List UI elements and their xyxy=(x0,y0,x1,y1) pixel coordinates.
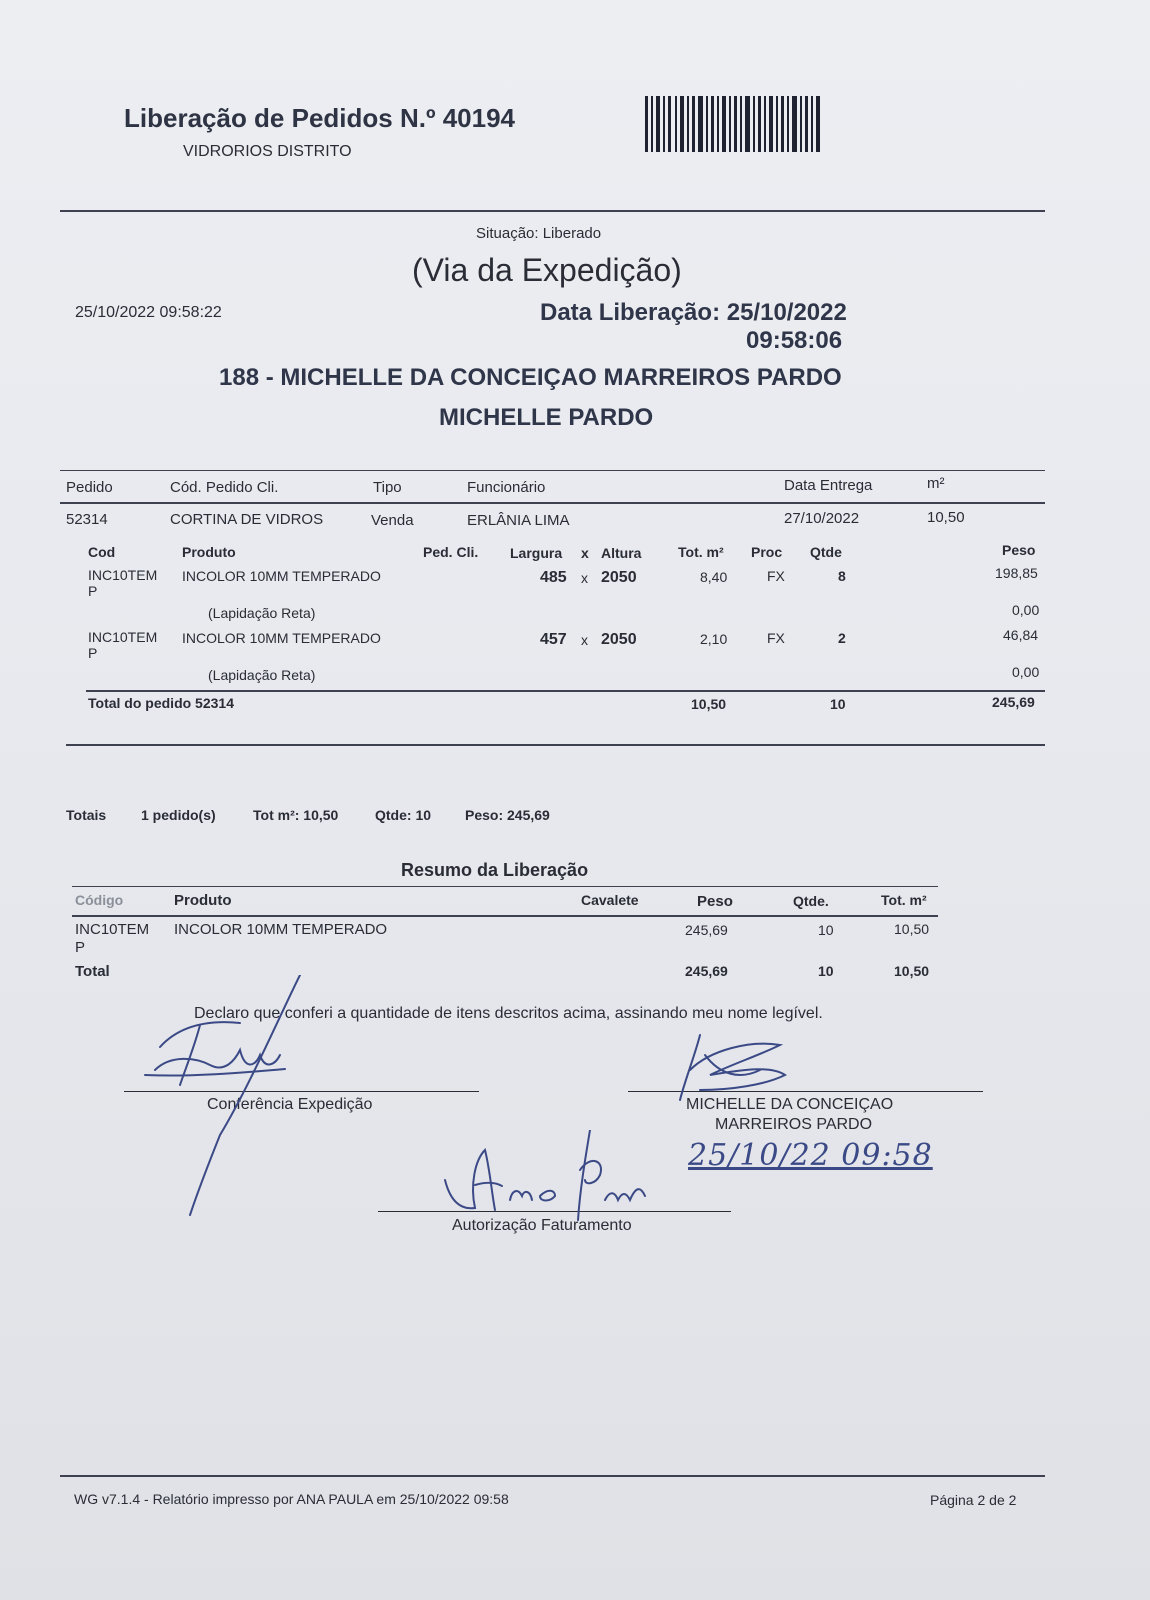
item-1-cod-cont: P xyxy=(88,583,98,599)
summary-col-codigo: Código xyxy=(75,892,124,908)
item-2-qtde: 2 xyxy=(838,630,846,646)
signature-label-faturamento: Autorização Faturamento xyxy=(452,1217,632,1234)
order-table-bottom-line xyxy=(66,744,1045,746)
client-nickname: MICHELLE PARDO xyxy=(439,404,654,431)
totals-pedidos: 1 pedido(s) xyxy=(141,807,216,823)
item-1-peso: 198,85 xyxy=(995,565,1038,581)
summary-total-peso: 245,69 xyxy=(685,963,728,979)
item-1-tot-m2: 8,40 xyxy=(700,569,728,585)
client-name: 188 - MICHELLE DA CONCEIÇAO MARREIROS PARDO xyxy=(219,364,842,391)
company-name: VIDRORIOS DISTRITO xyxy=(183,143,352,160)
summary-col-peso: Peso xyxy=(697,893,733,910)
items-col-ped-cli: Ped. Cli. xyxy=(423,544,479,560)
item-2-tot-m2: 2,10 xyxy=(700,631,728,647)
totals-qtde: Qtde: 10 xyxy=(375,807,432,823)
summary-header-line xyxy=(72,915,938,917)
order-tipo: Venda xyxy=(371,512,414,529)
order-funcionario: ERLÂNIA LIMA xyxy=(467,512,570,529)
handwritten-date: 25/10/22 09:58 xyxy=(688,1138,933,1173)
items-col-altura: Altura xyxy=(601,545,642,561)
status-text: Situação: Liberado xyxy=(476,225,602,242)
col-m2: m² xyxy=(927,475,945,492)
item-1-proc: FX xyxy=(767,568,785,584)
order-data-entrega: 27/10/2022 xyxy=(784,510,860,527)
summary-row-codigo-cont: P xyxy=(75,939,86,956)
item-2-altura: 2050 xyxy=(601,631,637,648)
items-col-proc: Proc xyxy=(751,544,783,560)
col-tipo: Tipo xyxy=(373,479,402,496)
summary-col-cavalete: Cavalete xyxy=(581,892,639,908)
item-2-peso: 46,84 xyxy=(1003,627,1039,643)
col-pedido: Pedido xyxy=(66,479,113,496)
item-1-process: (Lapidação Reta) xyxy=(208,605,316,621)
items-col-cod: Cod xyxy=(88,544,116,560)
item-2-process-peso: 0,00 xyxy=(1012,664,1040,680)
summary-row-codigo: INC10TEM xyxy=(75,921,150,938)
footer-divider xyxy=(60,1475,1045,1477)
summary-row-tot-m2: 10,50 xyxy=(894,921,930,937)
release-date: Data Liberação: 25/10/2022 xyxy=(540,299,847,326)
col-cod-pedido-cli: Cód. Pedido Cli. xyxy=(170,479,279,496)
order-total-peso: 245,69 xyxy=(992,694,1035,710)
document-title: Liberação de Pedidos N.º 40194 xyxy=(124,103,515,133)
order-m2: 10,50 xyxy=(927,509,965,526)
totals-label: Totais xyxy=(66,807,107,823)
summary-row-peso: 245,69 xyxy=(685,922,728,938)
item-2-x: x xyxy=(581,632,588,648)
item-1-largura: 485 xyxy=(540,569,567,586)
order-cod-pedido-cli: CORTINA DE VIDROS xyxy=(170,511,324,528)
item-1-cod: INC10TEM xyxy=(88,567,158,583)
summary-total-label: Total xyxy=(75,963,110,980)
items-col-largura: Largura xyxy=(510,545,563,561)
order-total-label: Total do pedido 52314 xyxy=(88,695,234,711)
order-pedido: 52314 xyxy=(66,511,108,528)
totals-peso: Peso: 245,69 xyxy=(465,807,550,823)
signature-client xyxy=(670,1030,810,1110)
footer-page-number: Página 2 de 2 xyxy=(930,1492,1017,1508)
signature-label-client-1: MICHELLE DA CONCEIÇAO xyxy=(686,1096,894,1113)
barcode xyxy=(645,96,820,152)
summary-total-tot-m2: 10,50 xyxy=(894,963,930,979)
order-total-m2: 10,50 xyxy=(691,696,727,712)
release-time: 09:58:06 xyxy=(746,327,843,354)
footer-printed-by: WG v7.1.4 - Relatório impresso por ANA PAULA em 25/10/2022 09:58 xyxy=(74,1491,509,1507)
item-2-largura: 457 xyxy=(540,631,567,648)
items-col-x: x xyxy=(581,545,589,561)
via-title: (Via da Expedição) xyxy=(412,252,682,288)
summary-title: Resumo da Liberação xyxy=(401,860,589,880)
summary-top-line xyxy=(72,886,938,887)
item-1-produto: INCOLOR 10MM TEMPERADO xyxy=(182,568,381,584)
items-col-produto: Produto xyxy=(182,544,236,560)
signature-label-client-2: MARREIROS PARDO xyxy=(715,1116,873,1133)
item-2-process: (Lapidação Reta) xyxy=(208,667,316,683)
item-1-altura: 2050 xyxy=(601,569,637,586)
printed-timestamp: 25/10/2022 09:58:22 xyxy=(75,304,222,321)
summary-row-qtde: 10 xyxy=(818,922,834,938)
item-1-qtde: 8 xyxy=(838,568,846,584)
order-table-top-line xyxy=(60,470,1045,471)
signature-expedicao xyxy=(140,975,320,1225)
order-header-line xyxy=(60,502,1045,504)
summary-total-qtde: 10 xyxy=(818,963,834,979)
item-2-proc: FX xyxy=(767,630,785,646)
summary-col-produto: Produto xyxy=(174,892,232,909)
order-total-qtde: 10 xyxy=(830,696,846,712)
summary-row-produto: INCOLOR 10MM TEMPERADO xyxy=(174,921,388,938)
items-col-peso: Peso xyxy=(1002,542,1036,558)
order-total-line xyxy=(86,690,1045,692)
summary-col-tot-m2: Tot. m² xyxy=(881,892,927,908)
totals-m2: Tot m²: 10,50 xyxy=(253,807,339,823)
items-col-qtde: Qtde xyxy=(810,544,842,560)
item-2-cod-cont: P xyxy=(88,645,98,661)
col-funcionario: Funcionário xyxy=(467,479,546,496)
item-1-x: x xyxy=(581,570,588,586)
signature-label-expedicao: Conferência Expedição xyxy=(207,1096,373,1113)
item-2-cod: INC10TEM xyxy=(88,629,158,645)
item-2-produto: INCOLOR 10MM TEMPERADO xyxy=(182,630,381,646)
item-1-process-peso: 0,00 xyxy=(1012,602,1040,618)
header-divider xyxy=(60,210,1045,212)
summary-col-qtde: Qtde. xyxy=(793,893,829,909)
items-col-tot-m2: Tot. m² xyxy=(678,544,724,560)
signature-faturamento xyxy=(440,1130,670,1240)
col-data-entrega: Data Entrega xyxy=(784,477,873,494)
declaration-text: Declaro que conferi a quantidade de itens descritos acima, assinando meu nome legível. xyxy=(194,1005,823,1022)
